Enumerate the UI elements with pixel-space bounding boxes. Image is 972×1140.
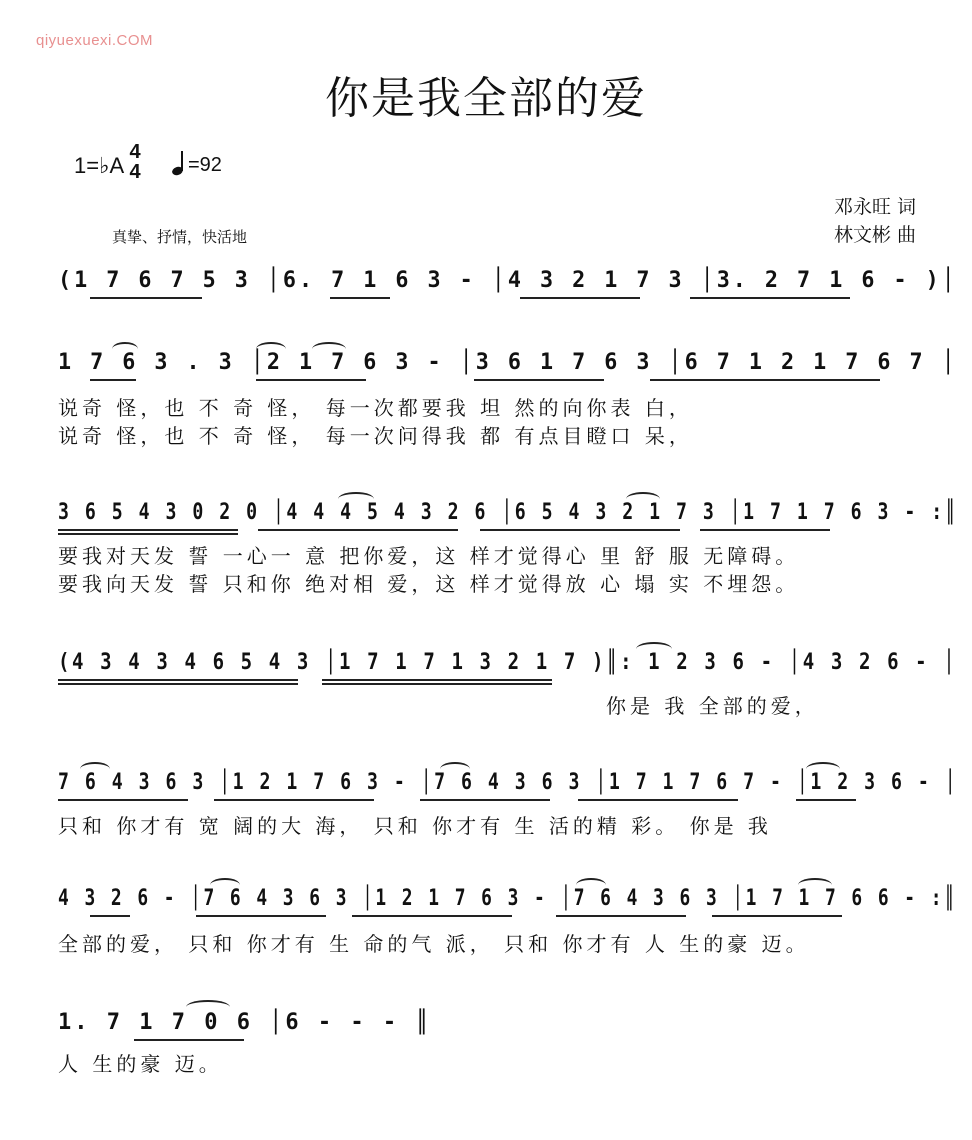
tie-arc bbox=[256, 342, 286, 356]
lyric-line-4: 你是 我 全部的爱， bbox=[606, 694, 819, 718]
tie-arc bbox=[626, 492, 660, 506]
tie-arc bbox=[186, 1000, 230, 1014]
song-title: 你是我全部的爱 bbox=[325, 73, 647, 124]
notation-line-7: 1. 7 1 7 0 6 │6 - - - ║ bbox=[58, 1010, 432, 1035]
tie-arc bbox=[112, 342, 138, 356]
beam-underline bbox=[58, 533, 238, 535]
lyric-line-2-verse-1: 说奇 怪，也 不 奇 怪， 每一次都要我 坦 然的向你表 白， bbox=[58, 396, 693, 420]
notation-line-2: 1 7 6 3 . 3 │2 1 7 6 3 - │3 6 1 7 6 3 │6 7 1 2 1 7 6 7 │ bbox=[58, 350, 958, 375]
tempo-marking bbox=[172, 153, 222, 177]
notation-line-6: 4 3 2 6 - │7 6 4 3 6 3 │1 2 1 7 6 3 - │7 6 4 3 6 3 │1 7 1 7 6 6 - :║ bbox=[58, 886, 958, 911]
time-signature bbox=[126, 142, 144, 182]
beam-underline bbox=[474, 379, 604, 381]
beam-underline bbox=[578, 799, 738, 801]
beam-underline bbox=[58, 683, 298, 685]
key-signature: 1=♭A bbox=[74, 153, 125, 178]
notation-line-1: (1 7 6 7 5 3 │6. 7 1 6 3 - │4 3 2 1 7 3 │3. 2 7 1 6 - )│ bbox=[58, 268, 958, 293]
notation-line-3: 3 6 5 4 3 0 2 0 │4 4 4 5 4 3 2 6 │6 5 4 3 2 1 7 3 │1 7 1 7 6 3 - :║ bbox=[58, 500, 959, 525]
tie-arc bbox=[338, 492, 374, 506]
beam-underline bbox=[480, 529, 680, 531]
beam-underline bbox=[58, 679, 298, 681]
lyric-line-3-verse-2: 要我向天发 誓 只和你 绝对相 爱，这 样才觉得放 心 塌 实 不埋怨。 bbox=[58, 572, 800, 596]
lyric-line-2-verse-2: 说奇 怪，也 不 奇 怪， 每一次问得我 都 有点目瞪口 呆， bbox=[58, 424, 693, 448]
beam-underline bbox=[420, 799, 550, 801]
tie-arc bbox=[312, 342, 346, 356]
tie-arc bbox=[636, 642, 672, 656]
composer-credit: 林文彬 曲 bbox=[833, 224, 916, 246]
beam-underline bbox=[258, 529, 458, 531]
tie-arc bbox=[798, 878, 832, 892]
tie-arc bbox=[210, 878, 240, 892]
beam-underline bbox=[58, 529, 238, 531]
lyric-line-3-verse-1: 要我对天发 誓 一心一 意 把你爱，这 样才觉得心 里 舒 服 无障碍。 bbox=[58, 544, 800, 568]
beam-underline bbox=[700, 529, 830, 531]
time-signature-top: 4 bbox=[129, 141, 141, 163]
beam-underline bbox=[196, 915, 326, 917]
time-signature-bottom: 4 bbox=[129, 161, 141, 183]
beam-underline bbox=[556, 915, 686, 917]
lyric-line-5: 只和 你才有 宽 阔的大 海， 只和 你才有 生 活的精 彩。 你是 我 bbox=[58, 814, 772, 838]
beam-underline bbox=[90, 297, 202, 299]
expression-marking: 真挚、抒情，快活地 bbox=[112, 228, 248, 246]
notation-line-5: 7 6 4 3 6 3 │1 2 1 7 6 3 - │7 6 4 3 6 3 │1 7 1 7 6 7 - │1 2 3 6 - │ bbox=[58, 770, 959, 795]
lyric-line-7: 人 生的豪 迈。 bbox=[58, 1052, 223, 1076]
tie-arc bbox=[80, 762, 110, 776]
tie-arc bbox=[440, 762, 470, 776]
quarter-note-icon bbox=[172, 153, 186, 177]
beam-underline bbox=[322, 683, 552, 685]
tie-arc bbox=[576, 878, 606, 892]
beam-underline bbox=[520, 297, 640, 299]
beam-underline bbox=[90, 915, 130, 917]
beam-underline bbox=[322, 679, 552, 681]
site-watermark: qiyuexuexi.COM bbox=[36, 32, 154, 49]
beam-underline bbox=[690, 297, 850, 299]
beam-underline bbox=[650, 379, 880, 381]
beam-underline bbox=[134, 1039, 244, 1041]
beam-underline bbox=[352, 915, 512, 917]
beam-underline bbox=[90, 379, 136, 381]
tie-arc bbox=[806, 762, 840, 776]
beam-underline bbox=[256, 379, 366, 381]
beam-underline bbox=[712, 915, 842, 917]
beam-underline bbox=[214, 799, 374, 801]
tempo-value: =92 bbox=[188, 154, 222, 176]
beam-underline bbox=[796, 799, 856, 801]
beam-underline bbox=[58, 799, 188, 801]
lyric-line-6: 全部的爱， 只和 你才有 生 命的气 派， 只和 你才有 人 生的豪 迈。 bbox=[58, 932, 810, 956]
notation-line-4: (4 3 4 3 4 6 5 4 3 │1 7 1 7 1 3 2 1 7 )║: 1 2 3 6 - │4 3 2 6 - │ bbox=[58, 650, 958, 675]
lyricist-credit: 邓永旺 词 bbox=[833, 196, 916, 218]
beam-underline bbox=[330, 297, 390, 299]
